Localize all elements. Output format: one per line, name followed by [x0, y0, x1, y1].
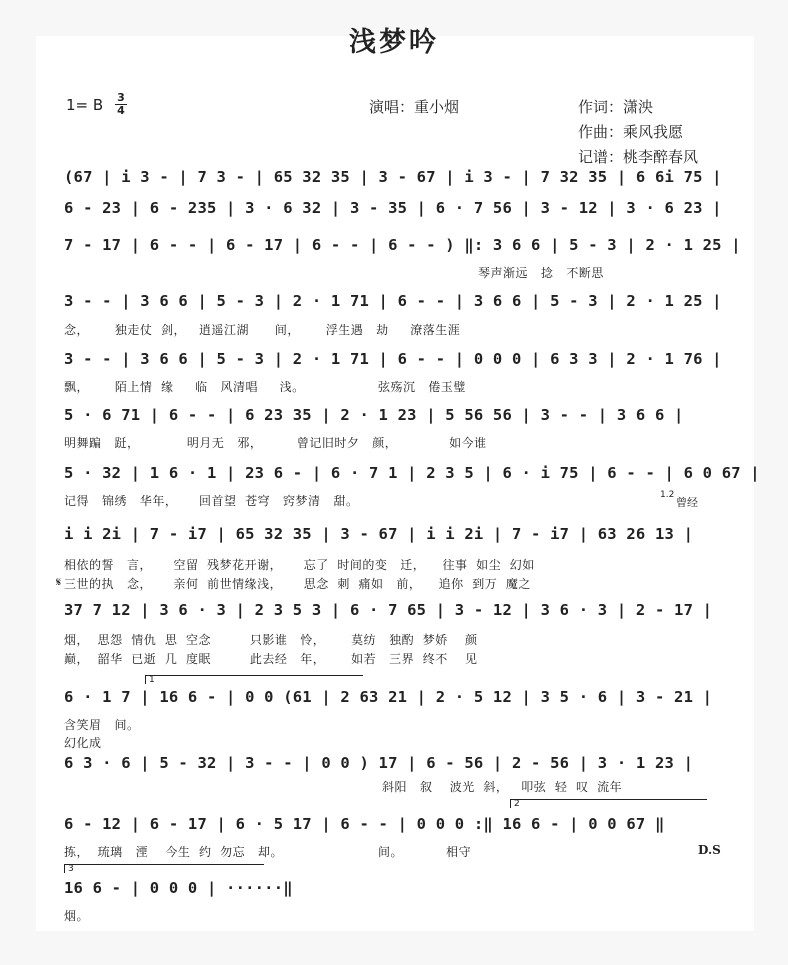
notation-row-8: i i 2i | 7 - i7 | 65 32 35 | 3 - 67 | i i 2i | 7 - i7 | 63 26 13 | [64, 525, 694, 543]
first-ending-bracket: 1 [145, 675, 363, 684]
lyric-line-9: 巅， 韶华 已逝 几 度眠 此去经 年， 如若 三界 终不 见 [64, 652, 478, 666]
ceng-jing-note: 曾经 [676, 496, 698, 509]
transcriber-credit: 记谱：桃李醉春风 [578, 148, 699, 166]
lyric-line-13: 拣， 琉璃 湮 今生 约 勿忘 却。 间。 相守 [64, 845, 472, 859]
volta-1-2-label: 1.2 [660, 490, 675, 500]
lyric-line-7: 三世的执 念， 亲何 前世情缘浅， 思念 刺 痛如 前， 追你 到万 魔之 [64, 577, 531, 591]
lyric-line-3: 飘， 陌上情 缘 临 风清唱 浅。 弦殇沉 倦玉璧 [64, 380, 466, 394]
segno-sign: 𝄋 [56, 575, 62, 589]
notation-row-9: 37 7 12 | 3 6 · 3 | 2 3 5 3 | 6 · 7 65 | 3 - 12 | 3 6 · 3 | 2 - 17 | [64, 601, 713, 619]
notation-row-7: 5 · 32 | 1 6 · 1 | 23 6 - | 6 · 7 1 | 2 3 5 | 6 · i 75 | 6 - - | 6 0 67 | [64, 464, 760, 482]
time-signature [115, 93, 127, 116]
lyric-line-4: 明舞蹁 跹， 明月无 邪， 曾记旧时夕 颜， 如今谁 [64, 436, 487, 450]
lyric-line-10: 含笑眉 间。 [64, 718, 140, 732]
lyric-line-12: 斜阳 叙 波光 斜， 叩弦 轻 叹 流年 [382, 780, 623, 794]
singer-credit: 演唱：重小烟 [369, 98, 460, 116]
notation-row-3: 7 - 17 | 6 - - | 6 - 17 | 6 - - | 6 - - ) ‖: 3 6 6 | 5 - 3 | 2 · 1 25 | [64, 236, 741, 254]
composer-credit: 作曲：乘风我愿 [578, 123, 684, 141]
second-ending-bracket: 2 [510, 799, 707, 808]
lyricist-credit: 作词：潇泱 [578, 98, 654, 116]
notation-row-1: (67 | i 3 - | 7 3 - | 65 32 35 | 3 - 67 | i 3 - | 7 32 35 | 6 6i 75 | [64, 168, 722, 186]
notation-row-6: 5 · 6 71 | 6 - - | 6 23 35 | 2 · 1 23 | 5 56 56 | 3 - - | 3 6 6 | [64, 406, 684, 424]
meter-top: 3 [117, 91, 125, 104]
key-signature: 1= B [66, 96, 104, 114]
notation-row-12: 6 - 12 | 6 - 17 | 6 · 5 17 | 6 - - | 0 0 0 :‖ 16 6 - | 0 0 67 ‖ [64, 815, 665, 833]
notation-row-2: 6 - 23 | 6 - 235 | 3 · 6 32 | 3 - 35 | 6 · 7 56 | 3 - 12 | 3 · 6 23 | [64, 199, 722, 217]
lyric-line-2: 念， 独走仗 剑， 逍遥江湖 间， 浮生遇 劫 潦落生涯 [64, 323, 461, 337]
lyric-line-6: 相依的誓 言， 空留 残梦花开谢， 忘了 时间的变 迁， 往事 如尘 幻如 [64, 558, 535, 572]
song-title: 浅梦吟 [349, 27, 439, 58]
lyric-line-1: 琴声渐远 捻 不断思 [478, 266, 604, 280]
notation-row-13: 16 6 - | 0 0 0 | ······‖ [64, 879, 293, 897]
lyric-line-5: 记得 锦绣 华年， 回首望 苍穹 窍梦清 甜。 [64, 494, 359, 508]
lyric-line-14: 烟。 [64, 909, 90, 923]
notation-row-10: 6 · 1 7 | 16 6 - | 0 0 (61 | 2 63 21 | 2 · 5 12 | 3 5 · 6 | 3 - 21 | [64, 688, 713, 706]
ds-marking: D.S [698, 843, 721, 857]
meter-bottom: 4 [117, 104, 125, 117]
third-ending-bracket: 3 [64, 864, 264, 873]
notation-row-11: 6 3 · 6 | 5 - 32 | 3 - - | 0 0 ) 17 | 6 - 56 | 2 - 56 | 3 · 1 23 | [64, 754, 694, 772]
notation-row-4: 3 - - | 3 6 6 | 5 - 3 | 2 · 1 71 | 6 - - | 3 6 6 | 5 - 3 | 2 · 1 25 | [64, 292, 722, 310]
lyric-line-8: 烟， 思怨 情仇 思 空念 只影谁 怜， 莫纺 独酌 梦娇 颜 [64, 633, 478, 647]
lyric-line-11: 幻化成 [64, 736, 102, 750]
notation-row-5: 3 - - | 3 6 6 | 5 - 3 | 2 · 1 71 | 6 - - | 0 0 0 | 6 3 3 | 2 · 1 76 | [64, 350, 722, 368]
